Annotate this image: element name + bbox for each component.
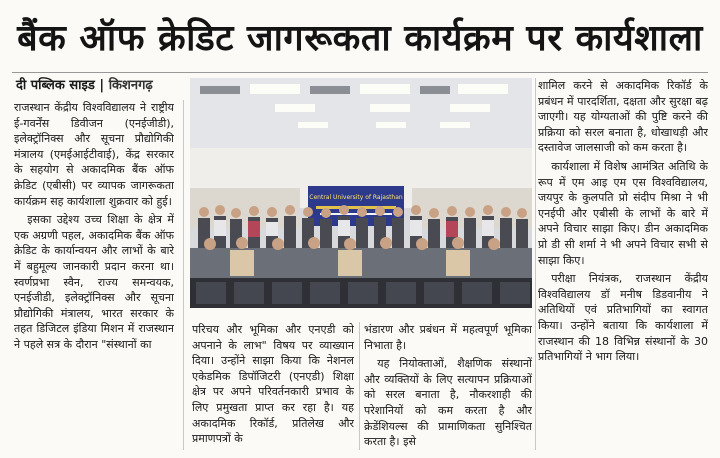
event-photo [190, 78, 532, 308]
paragraph: भंडारण और प्रबंधन में महत्वपूर्ण भूमिका निभाता है। [364, 323, 532, 352]
article-column-4 [538, 78, 708, 454]
byline-source: दी पब्लिक साइड [16, 78, 95, 93]
paragraph: यह नियोक्ताओं, शैक्षणिक संस्थानों और व्यक्तियों के लिए सत्यापन प्रक्रियाओं को सरल बनाता है, नौकरशाही की परेशानियों को कम करता है और क्रेडेंशियल्स की प्रामाणिकता सुनिश्चित करता है। इसे [364, 357, 532, 449]
byline [16, 76, 153, 96]
article-column-3 [364, 322, 532, 454]
svg-text:Central University of Rajastha: Central University of Rajasthan [309, 194, 403, 201]
column-divider [535, 78, 536, 450]
headline-rule [12, 72, 708, 73]
paragraph: राजस्थान केंद्रीय विश्वविद्यालय ने राष्ट्रीय ई-गवर्नेंस डिवीजन (एनईजीडी), इलेक्ट्रॉनिक्स और सूचना प्रौद्योगिकी मंत्रालय (एमईआईटीवाई), केंद्र सरकार के सहयोग से अकादमिक बैंक ऑफ क्रेडिट (एबीसी) पर व्यापक जागरूकता कार्यक्रम सह कार्यशाला शुक्रवार को हुई। [14, 101, 174, 208]
byline-separator: | [99, 78, 105, 93]
article-column-1 [14, 100, 174, 452]
paragraph: इसका उद्देश्य उच्च शिक्षा के क्षेत्र में एक अग्रणी पहल, अकादमिक बैंक ऑफ क्रेडिट के कार्यान्वयन और लाभों के बारे में बहुमूल्य जानकारी प्रदान करना था। स्वर्णप्रभा स्वैन, राज्य समन्वयक, एनईजीडी, इलेक्ट्रॉनिक्स और सूचना प्रौद्योगिकी मंत्रालय, भारत सरकार के तहत डिजिटल इंडिया मिशन में राजस्थान ने पहले सत्र के दौरान "संस्थानों का [14, 213, 174, 351]
byline-place: किशनगढ़ [108, 78, 153, 93]
paragraph: परिचय और भूमिका और एनएडी को अपनाने के लाभ" विषय पर व्याख्यान दिया। उन्होंने साझा किया कि नेशनल एकेडमिक डिपॉजिटरी (एनएडी) शिक्षा क्षेत्र पर अपने परिवर्तनकारी प्रभाव के लिए प्रमुखता प्राप्त कर रहा है। यह अकादमिक रिकॉर्ड, प्रतिलेख और प्रमाणपत्रों के [192, 323, 354, 446]
column-divider [359, 322, 360, 450]
article-column-2 [192, 322, 354, 454]
paragraph: कार्यशाला में विशेष आमंत्रित अतिथि के रूप में एम आइ एम एस विश्वविद्यालय, जयपुर के कुलपति प्रो संदीप मिश्रा ने भी एनईपी और एबीसी के लाभों के बारे में अपने विचार साझा किए। डीन अकादमिक प्रो डी सी शर्मा ने भी अपने विचार सभी से साझा किए। [538, 159, 708, 267]
paragraph: शामिल करने से अकादमिक रिकॉर्ड के प्रबंधन में पारदर्शिता, दक्षता और सुरक्षा बढ़ जाएगी। यह योग्यताओं की पुष्टि करने की प्रक्रिया को सरल बनाता है, धोखाधड़ी और दस्तावेज जालसाजी को कम करता है। [538, 79, 708, 155]
column-divider [183, 100, 184, 450]
headline: बैंक ऑफ क्रेडिट जागरूकता कार्यक्रम पर कार्यशाला [17, 17, 703, 59]
paragraph: परीक्षा नियंत्रक, राजस्थान केंद्रीय विश्वविद्यालय डॉ मनीष डिडवानीय ने अतिथियों एवं प्रतिभागियों का स्वागत किया। उन्होंने बताया कि कार्यशाला में राजस्थान की 18 विभिन्न संस्थानों के 30 प्रतिभागियों ने भाग लिया। [538, 272, 708, 364]
